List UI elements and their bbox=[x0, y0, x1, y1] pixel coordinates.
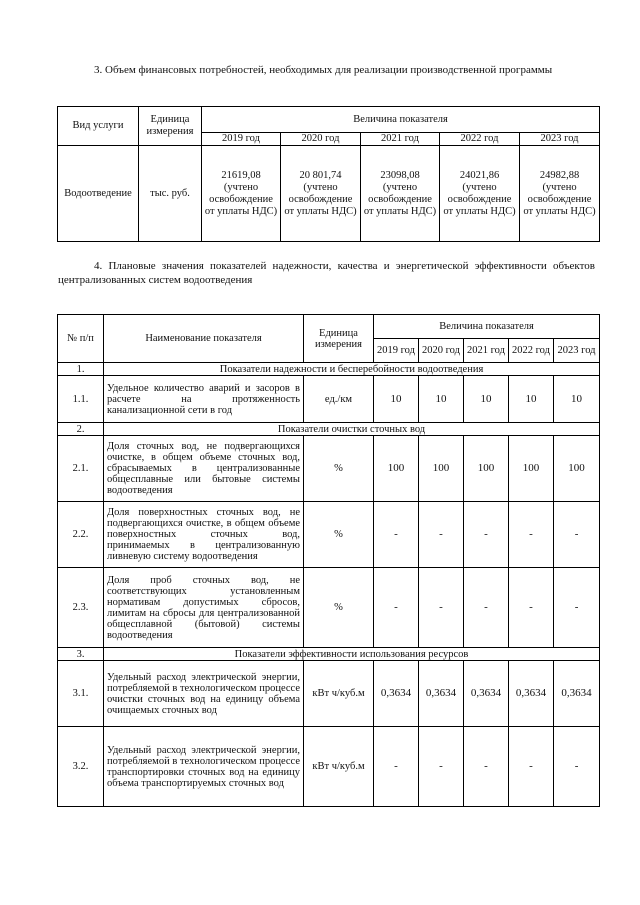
year-header: 2022 год bbox=[440, 133, 520, 146]
row-num: 3.1. bbox=[58, 661, 104, 727]
indicator-name: Доля сточных вод, не подвергающихся очистке, в общем объеме сточных вод, сбрасываемых в централизованные общесплавные или бытовые системы водоотведения bbox=[104, 436, 304, 502]
value-amount: 23098,08 bbox=[380, 169, 420, 181]
value-cell: 0,3634 bbox=[419, 661, 464, 727]
year-header: 2023 год bbox=[554, 339, 600, 363]
unit-cell: кВт ч/куб.м bbox=[304, 727, 374, 807]
section-title: Показатели надежности и бесперебойности водоотведения bbox=[104, 363, 600, 376]
value-cell: - bbox=[509, 727, 554, 807]
value-note: (учтено освобождение от уплаты НДС) bbox=[523, 181, 596, 217]
section-num: 2. bbox=[58, 423, 104, 436]
year-header: 2021 год bbox=[464, 339, 509, 363]
value-cell bbox=[361, 146, 440, 242]
value-cell: - bbox=[419, 568, 464, 648]
value-cell: 0,3634 bbox=[509, 661, 554, 727]
col-unit-header: Единица измерения bbox=[139, 107, 202, 146]
unit-cell: кВт ч/куб.м bbox=[304, 661, 374, 727]
value-cell: 100 bbox=[464, 436, 509, 502]
value-cell: - bbox=[464, 568, 509, 648]
value-amount: 24021,86 bbox=[459, 169, 500, 181]
value-note: (учтено освобождение от уплаты НДС) bbox=[443, 181, 516, 217]
table-row bbox=[58, 502, 600, 568]
financial-needs-table bbox=[57, 106, 600, 242]
col-num-header: № п/п bbox=[58, 315, 104, 363]
section-num: 1. bbox=[58, 363, 104, 376]
year-header: 2021 год bbox=[361, 133, 440, 146]
value-cell: 100 bbox=[374, 436, 419, 502]
col-unit-header: Единица измерения bbox=[304, 315, 374, 363]
service-cell: Водоотведение bbox=[58, 146, 139, 242]
col-value-header: Величина показателя bbox=[202, 107, 600, 133]
value-cell bbox=[202, 146, 281, 242]
value-cell: 0,3634 bbox=[464, 661, 509, 727]
value-cell: 10 bbox=[374, 376, 419, 423]
value-cell: - bbox=[419, 502, 464, 568]
value-cell: 10 bbox=[419, 376, 464, 423]
table-row bbox=[58, 568, 600, 648]
value-cell bbox=[440, 146, 520, 242]
col-service-header: Вид услуги bbox=[58, 107, 139, 146]
year-header: 2020 год bbox=[419, 339, 464, 363]
table-row bbox=[58, 376, 600, 423]
value-cell: - bbox=[464, 727, 509, 807]
value-cell: 0,3634 bbox=[374, 661, 419, 727]
year-header: 2020 год bbox=[281, 133, 361, 146]
table-row bbox=[58, 727, 600, 807]
value-note: (учтено освобождение от уплаты НДС) bbox=[284, 181, 357, 217]
section-4-heading: 4. Плановые значения показателей надежности, качества и энергетической эффективности объектов централизованных систем водоотведения bbox=[58, 260, 595, 286]
year-header: 2019 год bbox=[374, 339, 419, 363]
year-header: 2022 год bbox=[509, 339, 554, 363]
value-cell bbox=[281, 146, 361, 242]
value-cell bbox=[520, 146, 600, 242]
table-row bbox=[58, 661, 600, 727]
value-cell: - bbox=[374, 568, 419, 648]
indicator-name: Удельное количество аварий и засоров в расчете на протяженность канализационной сети в год bbox=[104, 376, 304, 423]
value-cell: 100 bbox=[509, 436, 554, 502]
value-amount: 21619,08 bbox=[221, 169, 261, 181]
value-cell: 100 bbox=[419, 436, 464, 502]
value-note: (учтено освобождение от уплаты НДС) bbox=[204, 181, 278, 217]
section-row bbox=[58, 423, 600, 436]
value-cell: - bbox=[374, 727, 419, 807]
col-value-header: Величина показателя bbox=[374, 315, 600, 339]
row-num: 2.2. bbox=[58, 502, 104, 568]
section-3-heading: 3. Объем финансовых потребностей, необходимых для реализации производственной программы bbox=[94, 64, 553, 76]
value-cell: 10 bbox=[509, 376, 554, 423]
value-cell: - bbox=[554, 568, 600, 648]
indicator-name: Удельный расход электрической энергии, потребляемой в технологическом процессе транспортировки сточных вод на единицу объема транспортируемых сточных вод bbox=[104, 727, 304, 807]
unit-cell: % bbox=[304, 502, 374, 568]
table-row bbox=[58, 146, 600, 242]
col-name-header: Наименование показателя bbox=[104, 315, 304, 363]
value-cell: 10 bbox=[464, 376, 509, 423]
indicator-name: Доля проб сточных вод, не соответствующих установленным нормативам допустимых сбросов, лимитам на сбросы для централизованной общесплавной (бытовой) системы водоотведения bbox=[104, 568, 304, 648]
value-cell: - bbox=[464, 502, 509, 568]
value-cell: 100 bbox=[554, 436, 600, 502]
value-cell: - bbox=[374, 502, 419, 568]
value-amount: 20 801,74 bbox=[299, 169, 342, 181]
value-amount: 24982,88 bbox=[539, 169, 580, 181]
section-row bbox=[58, 648, 600, 661]
value-cell: - bbox=[509, 568, 554, 648]
value-cell: - bbox=[554, 502, 600, 568]
unit-cell: тыс. руб. bbox=[139, 146, 202, 242]
row-num: 2.3. bbox=[58, 568, 104, 648]
indicators-table bbox=[57, 314, 600, 807]
value-cell: - bbox=[554, 727, 600, 807]
value-cell: 0,3634 bbox=[554, 661, 600, 727]
value-cell: - bbox=[509, 502, 554, 568]
section-title: Показатели эффективности использования ресурсов bbox=[104, 648, 600, 661]
section-num: 3. bbox=[58, 648, 104, 661]
section-title: Показатели очистки сточных вод bbox=[104, 423, 600, 436]
table-row bbox=[58, 436, 600, 502]
unit-cell: % bbox=[304, 436, 374, 502]
row-num: 2.1. bbox=[58, 436, 104, 502]
section-row bbox=[58, 363, 600, 376]
row-num: 1.1. bbox=[58, 376, 104, 423]
value-note: (учтено освобождение от уплаты НДС) bbox=[363, 181, 437, 217]
indicator-name: Доля поверхностных сточных вод, не подвергающихся очистке, в общем объеме поверхностных сточных вод, принимаемых в централизованную ливневую систему водоотведения bbox=[104, 502, 304, 568]
value-cell: - bbox=[419, 727, 464, 807]
row-num: 3.2. bbox=[58, 727, 104, 807]
year-header: 2023 год bbox=[520, 133, 600, 146]
value-cell: 10 bbox=[554, 376, 600, 423]
unit-cell: % bbox=[304, 568, 374, 648]
unit-cell: ед./км bbox=[304, 376, 374, 423]
indicator-name: Удельный расход электрической энергии, потребляемой в технологическом процессе очистки сточных вод на единицу объема очищаемых сточных вод bbox=[104, 661, 304, 727]
year-header: 2019 год bbox=[202, 133, 281, 146]
